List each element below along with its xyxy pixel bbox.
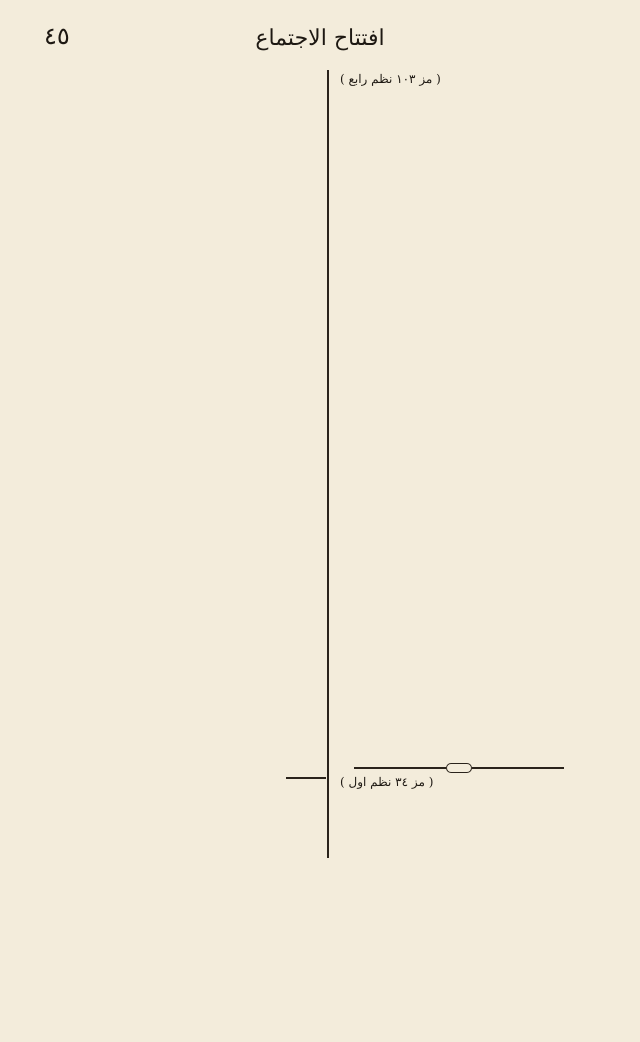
page-number: ٤٥ [44, 22, 70, 50]
hymn2-meter: ( مز ٣٤ نظم اول ) [340, 775, 434, 789]
left-short-rule [286, 777, 326, 779]
column-divider [327, 70, 329, 858]
ornamental-divider [354, 762, 564, 774]
page-title: افتتاح الاجتماع [255, 26, 385, 51]
hymn-meter: ( مز ١٠٣ نظم رابع ) [340, 72, 441, 86]
